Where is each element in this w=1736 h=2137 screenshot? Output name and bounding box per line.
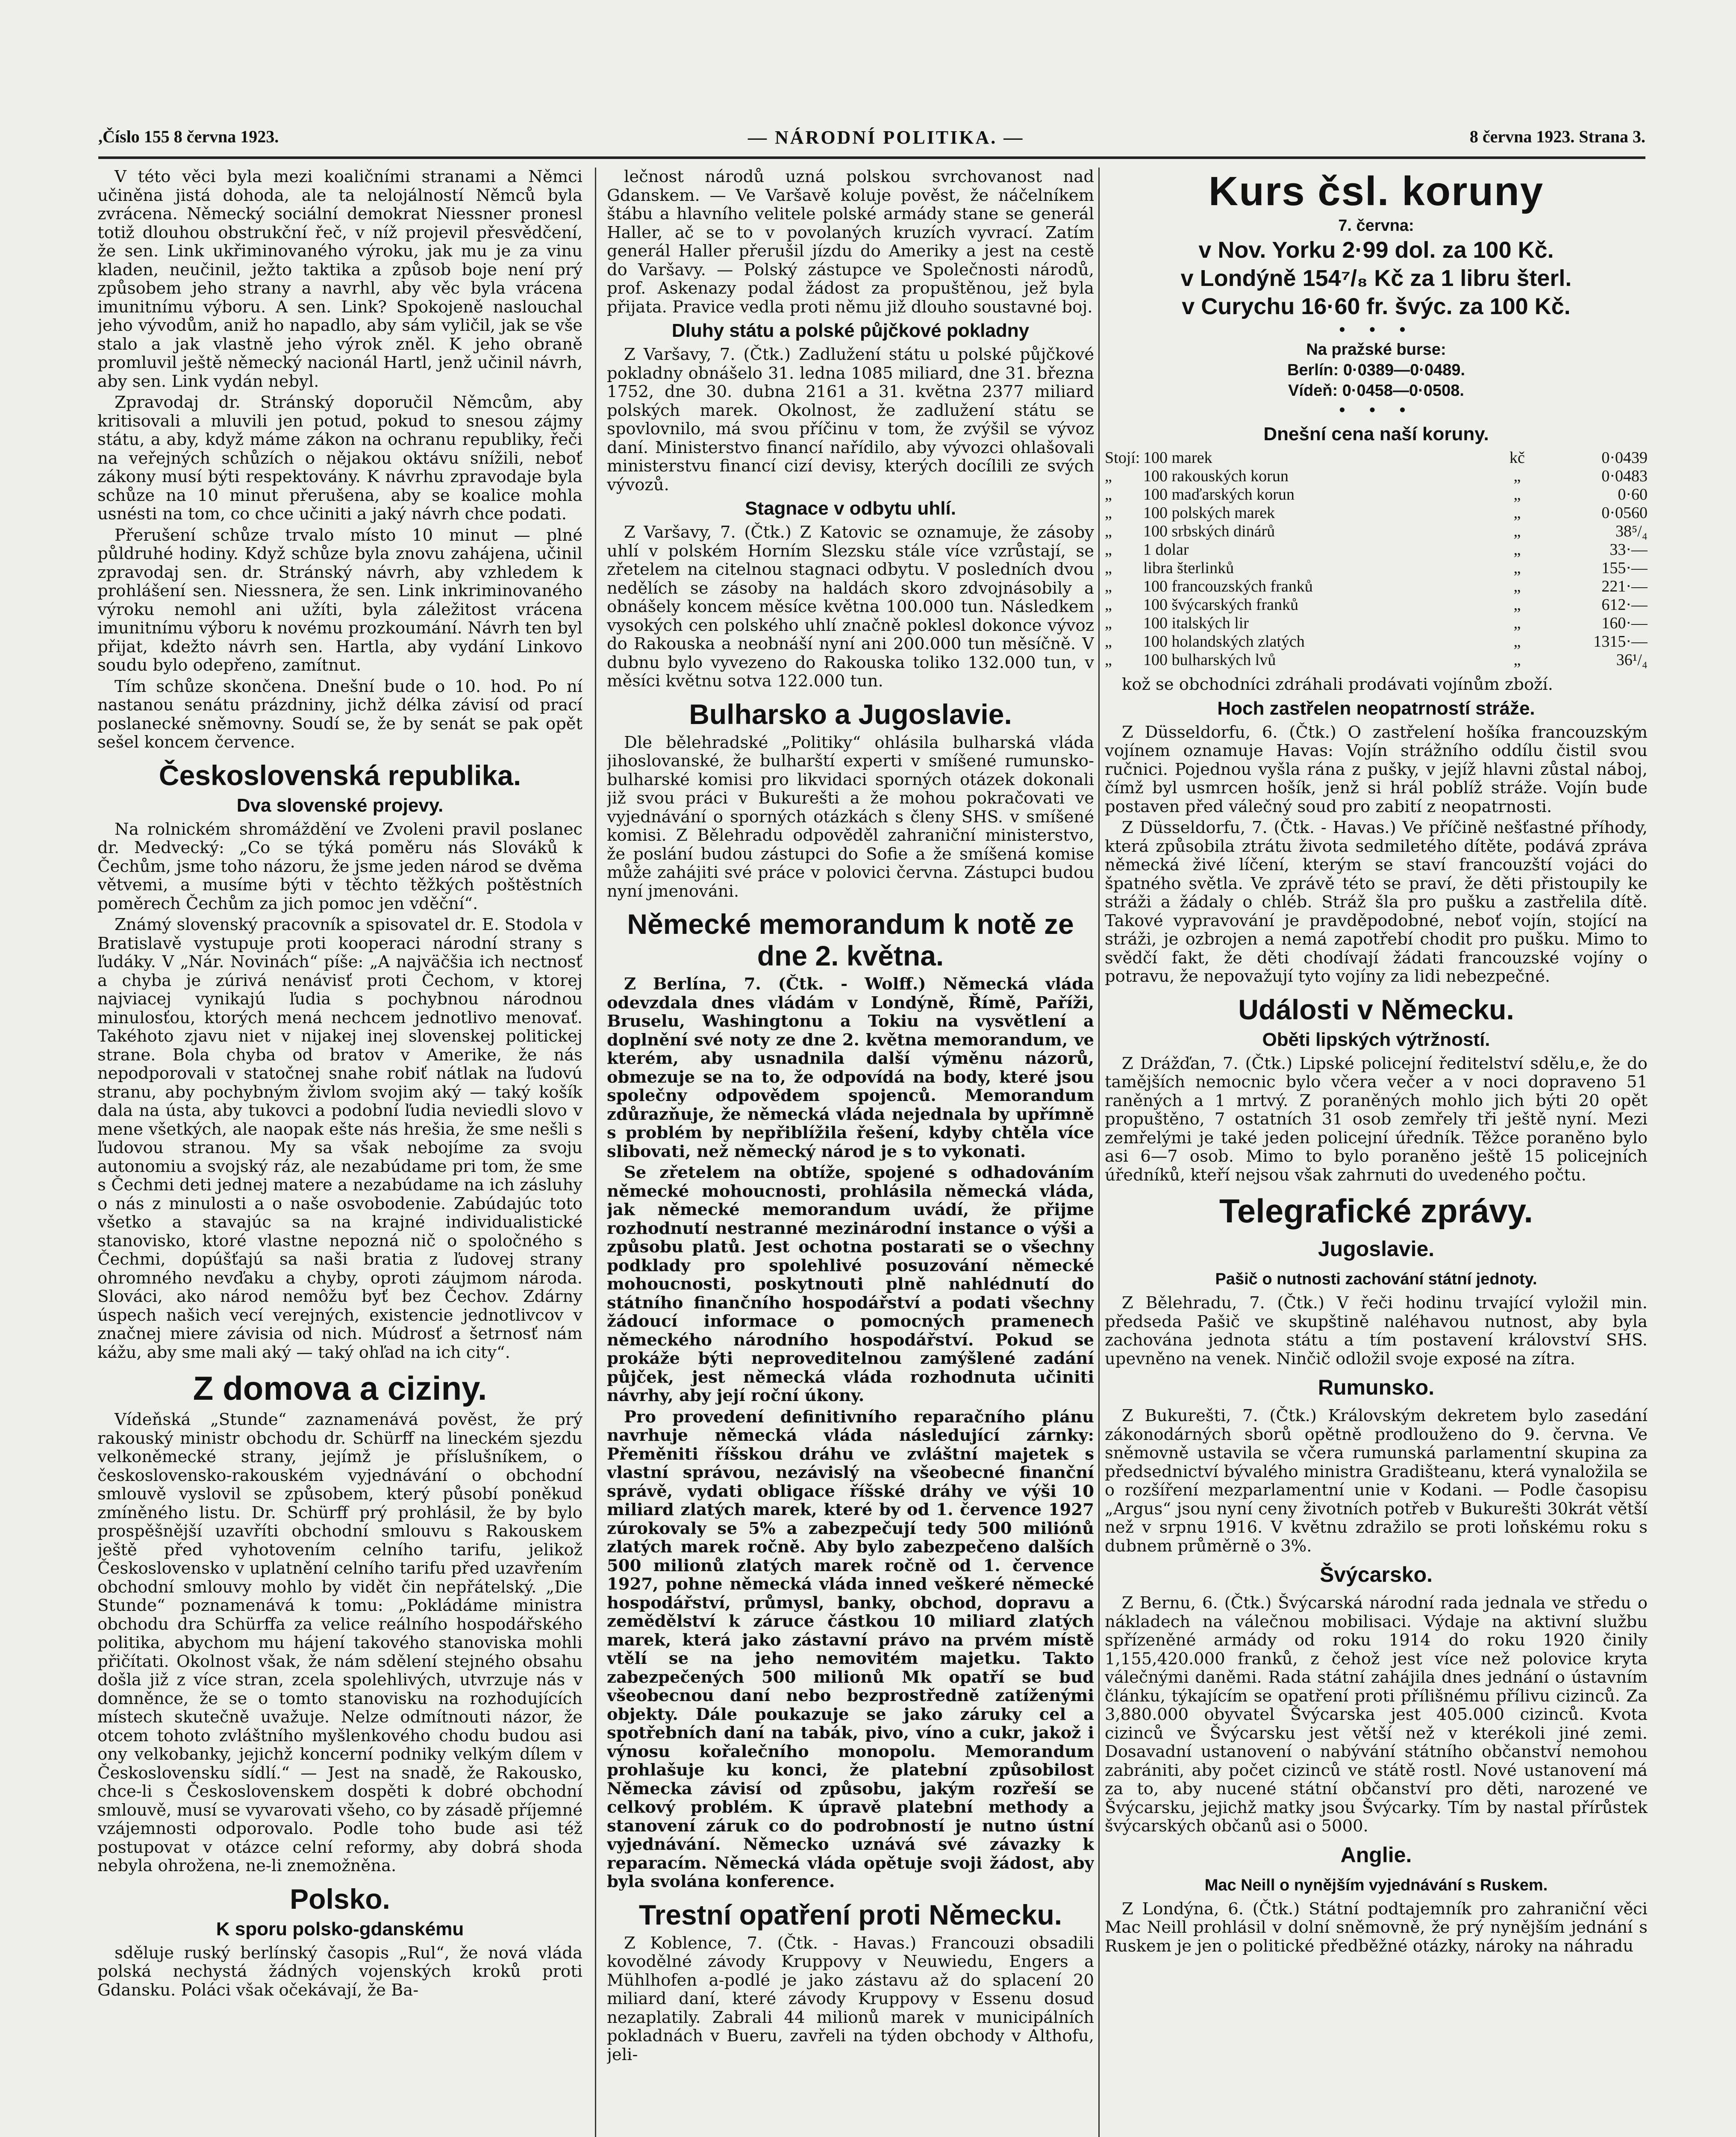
currency-value: 1315·— <box>1593 633 1648 651</box>
article-paragraph: Z Düsseldorfu, 6. (Čtk.) O zastřelení hošíka francouzským vojínem oznamuje Havas: Vojín strážního oddílu čistil svou ručnici. Pojednou vyšla rána z pušky, v jejíž hlavni zůstal náboj, čímž byl usmrcen hošík, jenž si hrál poblíž stráže. Vojín bude postaven před válečný soud pro zabití z neopatrnosti. <box>1105 722 1648 816</box>
currency-row <box>1105 522 1648 541</box>
currency-unit: „ <box>1513 522 1521 540</box>
currency-name: 100 srbských dinárů <box>1143 522 1275 540</box>
currency-name: 100 švýcarských franků <box>1143 596 1299 614</box>
burse-line: Berlín: 0·0389—0·0489. <box>1287 361 1465 379</box>
currency-name: 100 francouzských franků <box>1143 577 1313 595</box>
article-paragraph: Z Drážďan, 7. (Čtk.) Lipské policejní ředitelství sdělu,e, že do tamějších nemocnic bylo včera večer a v noci dopraveno 51 raněných a 1 mrtvý. Z poraněných mohlo jich býti 20 opět propuštěno, 7 ostatních 31 osob zemřely tři ještě nyní. Mezi zemřelými je také jeden policejní úředník. Těžce poraněno bylo asi 6—7 osob. Mimo to bylo poraněno ještě 15 policejních úředníků, kteří nejsou však zahrnuti do uvedeného počtu. <box>1105 1054 1648 1185</box>
currency-value: 36¹/₄ <box>1616 651 1648 669</box>
currency-value: 0·60 <box>1618 486 1648 503</box>
article-heading: Oběti lipských výtržností. <box>1262 1029 1490 1050</box>
article-paragraph: Tím schůze skončena. Dnešní bude o 10. hod. Po ní nastanou senátu prázdniny, jichž délka závisí od prací poslanecké sněmovny. Soudí se, že by senát se pak opět sešel koncem července. <box>97 677 583 752</box>
article-heading: Dluhy státu a polské půjčkové pokladny <box>671 320 1030 341</box>
article-paragraph: Dle bělehradské „Politiky“ ohlásila bulharská vláda jihoslovanské, že bulharští experti v smíšené rumunsko-bulharské komisi pro likvidaci sporných otázek dokonali již svou práci v Bukurešti a že mohou pokračovati ve vyjednávání o sporných otázkách s členy SHS. v smíšené komisi. Z Bělehradu odpověděl zahraniční ministerstvo, že poslání budou zástupci do Sofie a že smíšená komise může zahájiti své práce v polovici června. Zástupci budou nyní jmenováni. <box>607 733 1094 901</box>
column-1 <box>97 168 583 2137</box>
article-heading: Stagnace v odbytu uhlí. <box>745 498 956 519</box>
currency-value: 612·— <box>1601 596 1648 614</box>
exchange-rate-date: 7. června: <box>1338 217 1414 235</box>
article-paragraph: Z Londýna, 6. (Čtk.) Státní podtajemník pro zahraniční věci Mac Neill prohlásil v dolní sněmovně, že prý nynějším jednání s Ruskem je jen o politické předběžné otázky, nároky na náhradu <box>1105 1899 1648 1956</box>
currency-value: 160·— <box>1601 614 1648 632</box>
currency-unit: „ <box>1513 504 1521 522</box>
currency-row-prefix: „ <box>1105 522 1112 540</box>
currency-name: 100 italských lir <box>1143 614 1249 632</box>
article-paragraph: Z Bernu, 6. (Čtk.) Švýcarská národní rada jednala ve středu o nákladech na válečnou mobilisaci. Výdaje na aktivní službu spřízeněné armády od roku 1914 do roku 1920 činily 1,155,420.000 franků, z čehož jest více než polovice kryta válečnými daněmi. Rada státní zahájila dnes jednání o ústavním článku, týkajícím se opatření proti přílišnému přílivu cizinců. Za 3,880.000 obyvatel Švýcarska jest 405.000 cizinců. Kvota cizinců ve Švýcarsku jest větší než v kterékoli jiné zemi. Dosavadní ustanovení o nabývání státního občanství nemohou zabrániti, aby počet cizinců ve státě rostl. Nové ustanovení má za to, aby nucené státní občanství pro děti, narozené ve Švýcarsku, jejichž matky jsou Švýcarky. Tím by nastal přírůstek švýcarských občanů asi o 5000. <box>1105 1593 1648 1836</box>
article-paragraph: Vídeňská „Stunde“ zaznamenává pověst, že prý rakouský ministr obchodu dr. Schürff na lineckém sjezdu velkoněmecké strany, jejímž je příslušníkem, o československo-rakouském vyjednávání o obchodní smlouvě vyslovil se způsobem, který působí poněkud zmíněného listu. Dr. Schürff prý prohlásil, že by bylo prospěšnější uzavříti obchodní smlouvu s Rakouskem ještě před vyhotovením celního tarifu, jelikož Československo v uplatnění celního tarifu před uzavřením obchodní smlouvy mohlo by vidět čin nepřátelský. „Die Stunde“ poznamenává k tomu: „Pokládáme ministra obchodu dra Schürffa za velice reálního hospodářského politika, abychom mu hájení takového stanoviska mohli přičítati. Okolnost však, že nám sdělení stejného obsahu došla již z více stran, zcela spolehlivých, utvrzuje nás v domněnce, že se o tomto stanovisku na rozhodujících místech skutečně uvažuje. Nelze odmítnouti názor, že otcem tohoto zvláštního myšlenkového chodu budou asi ony velkobanky, jejichž koncerní podniky velkým dílem v Československu sídlí.“ — Jest na snadě, že Rakousko, chce-li s Československem dospěti k dobré obchodní smlouvě, musí se vyvarovati všeho, co by zásadě příjemné vzájemnosti odporovalo. Podle toho bude asi též postupovat v otázce celní reformy, aby dobrá shoda nebyla ohrožena, ne-li znemožněna. <box>97 1410 583 1875</box>
currency-name: 100 polských marek <box>1143 504 1275 522</box>
page-date-number: 8 června 1923. Strana 3. <box>1469 127 1645 146</box>
article-paragraph: Přerušení schůze trvalo místo 10 minut — plné půldruhé hodiny. Když schůze byla znovu zahájena, učinil zpravodaj sen. dr. Stránský návrh, aby vzhledem k prohlášení sen. Niessnera, že sen. Link inkriminovaného výroku nemohl ani užíti, byla záležitost vrácena imunitnímu výboru k novému prozkoumání. Návrh ten byl přijat, kdežto návrh sen. Hartla, aby vydání Linkovo soudu bylo odepřeno, zamítnut. <box>97 525 583 675</box>
currency-name: libra šterlinků <box>1143 559 1234 577</box>
column-2 <box>607 168 1094 2137</box>
masthead-title: — NÁRODNÍ POLITIKA. — <box>748 127 1024 148</box>
currency-row <box>1105 633 1648 651</box>
currency-unit: „ <box>1513 596 1521 614</box>
article-paragraph: V této věci byla mezi koaličními stranami a Němci učiněna jistá dohoda, ale ta nelojálností Němců byla zvrácena. Německý sociální demokrat Niessner pronesl totiž dlouhou obstrukční řeč, v níž projevil přesvědčení, že sen. Link ukřiminovaného výroku, jak mu je za vinu kladen, neučinil, ježto taktika a způsob boje není prý způsobem jeho strany a navrhl, aby věc byla vrácena imunitnímu výboru. A sen. Link? Spokojeně naslouchal jeho vývodům, aniž ho napadlo, aby sám vyličil, jak se vše stalo a jak vlastně jeho výrok zněl. K jeho obraně promluvil ještě německý nacionál Hartl, jenž učinil návrh, aby sen. Link vydán nebyl. <box>97 168 583 391</box>
currency-unit: „ <box>1513 614 1521 632</box>
country-heading: Jugoslavie. <box>1318 1237 1435 1261</box>
currency-value: 155·— <box>1601 559 1648 577</box>
country-heading: Rumunsko. <box>1318 1375 1435 1399</box>
article-paragraph: Známý slovenský pracovník a spisovatel dr. E. Stodola v Bratislavě vystupuje proti kooperaci národní strany s ľudáky. V „Nár. Novinách“ píše: „A najväčšia ich nectnosť a chyba je zúrivá nenávisť proti Čechom, v ktorej najviacej vynikajú ľudia s pochybnou národnou minulosťou, ktorých mená nechcem jednotlivo menovať. Takéhoto zjavu niet v nijakej inej slovenskej politickej strane. Bola chyba od bratov v Amerike, že nás nepodporovali v statočnej snahe robiť nátlak na ľudovú stranu, aby pochybným živlom svojim aký — taký košík dala na ústa, aby tukovci a podobní ľudia neviedli slovo v mene všetkých, ale naopak ešte nás hrešia, že sme nešli s ľudovou stranou. My sa však nebojíme za svoju autonomiu a svojský ráz, ale nezabúdame pri tom, že sme s Čechmi deti jednej matere a nezabúdame na ich zásluhy o nás z minulosti a o naše osvobodenie. Zabúdajúc toto všetko a stavajúc sa na krajné individualistické stanovisko, ktoré vlastne nepozná nič o spoločného s Čechmi, dopúšťajú sa naši bratia z ľudovej strany ohromného nevďaku a chyby, oproti záujmom národa. Slováci, ako národ nemôžu byť bez Čechov. Zdárny úspech našich vecí verejných, existencie jednotlivcov v značnej miere závisia od nich. Múdrosť a šetrnosť nám kážu, aby sme mali aký — taký ohľad na ich city“. <box>97 915 583 1362</box>
article-paragraph: Z Varšavy, 7. (Čtk.) Z Katovic se oznamuje, že zásoby uhlí v polském Horním Slezsku stále více vzrůstají, se zřetelem na citelnou stagnaci odbytu. V posledních dvou nedělích se zásoby na haldách skoro zdvojnásobily a obnášely koncem měsíce května 100.000 tun. Následkem vysokých cen polského uhlí značně poklesl dokonce vývoz do Rakouska a neobnáší nyní ani 200.000 tun měsíčně. V dubnu bylo vyvezeno do Rakouska toliko 132.000 tun, v měsíci květnu sotva 122.000 tun. <box>607 523 1094 691</box>
currency-row-prefix: „ <box>1105 486 1112 503</box>
article-paragraph: Z Varšavy, 7. (Čtk.) Zadlužení státu u polské půjčkové pokladny obnášelo 31. ledna 1085 miliard, dne 31. března 1752, dne 30. dubna 2161 a 31. května 2377 miliard polských marek. Okolnost, že zadlužení státu se spovlovnilo, má svou příčinu v tom, že zvýšil se vývoz daní. Ministerstvo financí nařídilo, aby vývozci ohlašovali ministerstvu financí cizí devisy, kterých docílili ze svých vývozů. <box>607 345 1094 495</box>
section-heading: Z domova a ciziny. <box>193 1369 487 1407</box>
currency-row-prefix: Stojí: <box>1105 449 1140 467</box>
currency-value: 221·— <box>1601 577 1648 595</box>
currency-row-prefix: „ <box>1105 467 1112 485</box>
currency-name: 100 maďarských korun <box>1143 486 1295 503</box>
section-heading: Bulharsko a Jugoslavie. <box>689 698 1012 730</box>
article-paragraph: Z Koblence, 7. (Čtk. - Havas.) Francouzi obsadili kovodělné závody Kruppovy v Neuwiedu, Engers a Mühlhofen a-podlé je jako zástavu až do splacení 20 miliard daní, které závody Kruppovy v Essenu dosud nezaplatily. Zabrali 44 milionů marek v municipálních pokladnách v Bueru, zavřeli na týden obchody v Althofu, jeli- <box>607 1933 1094 2064</box>
article-paragraph: Na rolnickém shromáždění ve Zvoleni pravil poslanec dr. Medvecký: „Co se týká poměru nás Slováků k Čechům, jsme toho názoru, že jsme jeden národ se dvěma větvemi, a musíme býti v těchto těžkých poštěstních poměrech Čechům za jich pomoc jen vděční“. <box>97 819 583 913</box>
currency-name: 100 bulharských lvů <box>1143 651 1276 669</box>
currency-row <box>1105 651 1648 669</box>
section-heading: Události v Německu. <box>1238 993 1514 1025</box>
section-heading: Německé memorandum k notě ze dne 2. května. <box>627 908 1074 971</box>
exchange-rate-line: v Nov. Yorku 2·99 dol. za 100 Kč. <box>1198 237 1554 263</box>
article-heading: Pašič o nutnosti zachování státní jednoty. <box>1215 1270 1537 1288</box>
country-heading: Švýcarsko. <box>1319 1563 1433 1587</box>
separator-stars: • • • <box>1337 401 1415 420</box>
article-paragraph: Z Düsseldorfu, 7. (Čtk. - Havas.) Ve příčině nešťastné příhody, která způsobila ztrátu života sedmiletého dítěte, podává zpráva německá živé líčení, kterým se staví francouzští vojáci do špatného světla. Ve zprávě této se praví, že děti přistoupily ke stráži a žádaly o chléb. Stráž šla pro pušku a zastřelila dítě. Takové vypravování je pravděpodobné, neboť vojín, stojící na stráži, je ozbrojen a nemá zapotřebí chodit pro pušku. Mimo to svědčí fakt, že děti chodívají žádati francouzské vojíny o potravu, že nepovažují tyto vojíny za lidi nebezpečné. <box>1105 818 1648 986</box>
currency-row <box>1105 559 1648 577</box>
article-heading: Hoch zastřelen neopatrností stráže. <box>1217 698 1535 719</box>
currency-row-prefix: „ <box>1105 504 1112 522</box>
currency-value: 0·0560 <box>1601 504 1648 522</box>
currency-unit: „ <box>1513 633 1521 651</box>
exchange-rate-title: Kurs čsl. koruny <box>1208 168 1544 214</box>
currency-value: 38⁵/₄ <box>1615 522 1648 540</box>
article-paragraph: Z Berlína, 7. (Čtk. - Wolff.) Německá vláda odevzdala dnes vládám v Londýně, Římě, Paříži, Bruselu, Washingtonu a Tokiu na vysvětlení a doplnění své noty ze dne 2. května memorandum, ve kterém, aby usnadnila další výměnu názorů, obmezuje se na to, že odpovídá na body, které jsou společny odpovědem spojenců. Memorandum zdůrazňuje, že německá vláda nejednala by upřímně s problém by nepřiblížila řešení, kdyby chtěla více slibovati, než německý národ je s to vykonati. <box>607 974 1094 1161</box>
currency-name: 1 dolar <box>1143 541 1189 559</box>
currency-row <box>1105 577 1648 596</box>
article-paragraph: Se zřetelem na obtíže, spojené s odhadováním německé mohoucnosti, prohlásila německá vláda, jak německé memorandum uvádí, že přijme rozhodnutí nestranné mezinárodní instance o výši a způsobu platů. Jest ochotna postarati se o všechny podklady pro spolehlivé posuzování německé mohoucnosti, poskytnouti plně nahlédnutí do státního finančního hospodářství a podati všechny žádoucí informace o pomocných pramenech německého národního hospodářství. Pokud se prokáže býti neproveditelnou zamýšlené zadání půjček, jest německá vláda rozhodnuta učiniti návrhy, aby její roční úkony. <box>607 1163 1094 1405</box>
currency-unit: „ <box>1513 651 1521 669</box>
currency-unit: „ <box>1513 541 1521 559</box>
article-paragraph: lečnost národů uzná polskou svrchovanost nad Gdanskem. — Ve Varšavě koluje pověst, že náčelníkem štábu a hlavního velitele polské armády stane se generál Haller, ač se to v povolaných kruzích vyvrací. Zatím generál Haller přerušil jízdu do Ameriky a jest na cestě do Varšavy. — Polský zástupce ve Společnosti národů, prof. Askenazy podal žádost za propuštěnou, jež byla přijata. Pravice vedla proti němu již dlouho soustavné boj. <box>607 168 1094 317</box>
currency-row <box>1105 504 1648 522</box>
burse-line: Vídeň: 0·0458—0·0508. <box>1288 382 1464 400</box>
article-paragraph: Pro provedení definitivního reparačního plánu navrhuje německá vláda následující zárnky: Přeměniti říšskou dráhu ve zvláštní majetek s vlastní správou, nezávislý na všeobecné finanční správě, vydati obligace říšské dráhy ve výši 10 miliard zlatých marek, které by od 1. července 1927 zúrokovaly se 5% a zabezpečují tedy 500 miliónů zlatých marek ročně. Aby bylo zabezpečeno dalších 500 milionů zlatých marek ročně od 1. července 1927, pohne německá vláda inned veškeré německé hospodářství, průmysl, banky, obchod, dopravu a zemědělství k záruce částkou 10 miliard zlatých marek, která jako zástavní právo na prvém místě vtělí se na jeho nemovitém majetku. Takto zabezpečených 500 milionů Mk opatří se bud všeobecnou daní nebo bezprostředně zatíženými objekty. Dále poukazuje se jako záruky cel a spotřebních daní na tabák, pivo, víno a cukr, jakož i výnosu kořalečního monopolu. Memorandum prohlašuje ku konci, že platební způsobilost Německa závisí od způsobu, jakým rozřeší se celkový problém. K úpravě platební methody a stanovení záruk co do podrobností je nutno ústní vyjednávání. Německo uznává své závazky k reparacím. Německá vláda opětuje svoji žádost, aby byla svolána konference. <box>607 1407 1094 1891</box>
currency-unit: kč <box>1509 449 1525 467</box>
article-paragraph: Z Bělehradu, 7. (Čtk.) V řeči hodinu trvající vyložil min. předseda Pašič ve skupštině naléhavou nutnost, aby byla zachována jednota státu a tím postavení království SHS. upevněno na venek. Ninčič odložil svoje exposé na zítra. <box>1105 1293 1648 1369</box>
currency-row-prefix: „ <box>1105 633 1112 651</box>
column-divider <box>595 168 596 2137</box>
separator-stars: • • • <box>1337 321 1415 339</box>
burse-title: Na pražské burse: <box>1306 341 1446 359</box>
currency-unit: „ <box>1513 577 1521 595</box>
currency-row-prefix: „ <box>1105 596 1112 614</box>
section-heading: Československá republika. <box>159 759 521 791</box>
section-heading: Telegrafické zprávy. <box>1219 1192 1533 1230</box>
currency-row <box>1105 541 1648 559</box>
exchange-rate-line: v Londýně 154⁷/₈ Kč za 1 libru šterl. <box>1180 265 1572 291</box>
currency-row <box>1105 467 1648 486</box>
currency-name: 100 holandských zlatých <box>1143 633 1305 651</box>
currency-unit: „ <box>1513 559 1521 577</box>
article-heading: Dva slovenské projevy. <box>236 795 444 816</box>
currency-table-title: Dnešní cena naší koruny. <box>1263 424 1489 444</box>
issue-number-date: ,Číslo 155 8 června 1923. <box>98 127 279 146</box>
article-heading: K sporu polsko-gdanskému <box>216 1918 464 1940</box>
currency-row <box>1105 486 1648 504</box>
currency-name: 100 rakouských korun <box>1143 467 1289 485</box>
currency-row-prefix: „ <box>1105 614 1112 632</box>
article-heading: Mac Neill o nynějším vyjednávání s Ruskem. <box>1204 1876 1548 1894</box>
currency-row-prefix: „ <box>1105 541 1112 559</box>
section-heading: Polsko. <box>290 1883 390 1915</box>
article-paragraph: kož se obchodníci zdráhali prodávati vojínům zboží. <box>1122 675 1553 694</box>
exchange-rate-line: v Curychu 16·60 fr. švýc. za 100 Kč. <box>1182 294 1571 319</box>
currency-row <box>1105 614 1648 633</box>
currency-row-prefix: „ <box>1105 559 1112 577</box>
currency-table <box>1105 449 1648 669</box>
currency-unit: „ <box>1513 486 1521 503</box>
article-paragraph: Z Bukurešti, 7. (Čtk.) Královským dekretem bylo zasedání zákonodárných sborů opětně prodlouženo do 9. června. Ve sněmovně ustavila se včera rumunská parlamentní skupina za předsednictví bývalého ministra Gradišteanu, která vynaložila se o rozšíření mezparlamentní unie v Kodani. — Podle časopisu „Argus“ jsou nyní ceny životních potřeb v Bukurešti 30krát větší než v srpnu 1916. V květnu zdražilo se proti loňskému roku s dubnem průměrně o 3%. <box>1105 1406 1648 1556</box>
currency-row-prefix: „ <box>1105 577 1112 595</box>
column-divider <box>1098 168 1100 2137</box>
currency-value: 0·0483 <box>1601 467 1648 485</box>
currency-name: 100 marek <box>1143 449 1212 467</box>
article-paragraph: Zpravodaj dr. Stránský doporučil Němcům, aby kritisovali a mluvili jen potud, pokud to snesou zájmy státu, a aby, když máme zákon na ochranu republiky, řeči na veřejných schůzích o nějakou oktávu snížili, neboť zákony musí býti respektovány. K návrhu zpravodaje byla schůze na 10 minut přerušena, aby se koalice mohla usnésti na tom, co chce učiniti a jaký návrh chce podati. <box>97 393 583 524</box>
currency-unit: „ <box>1513 467 1521 485</box>
currency-value: 33·— <box>1609 541 1648 559</box>
page-header <box>98 127 1645 159</box>
country-heading: Anglie. <box>1340 1843 1412 1867</box>
currency-row-prefix: „ <box>1105 651 1112 669</box>
currency-row <box>1105 449 1648 467</box>
column-3 <box>1105 168 1648 2137</box>
currency-value: 0·0439 <box>1601 449 1648 467</box>
section-heading: Trestní opatření proti Německu. <box>638 1899 1062 1931</box>
article-paragraph: sděluje ruský berlínský časopis „Rul“, že nová vláda polská nechystá žádných vojenských kroků proti Gdansku. Poláci však očekávají, že Ba- <box>97 1943 583 2000</box>
currency-row <box>1105 596 1648 614</box>
